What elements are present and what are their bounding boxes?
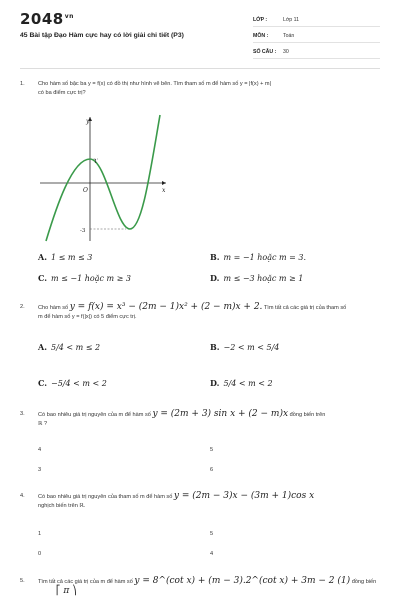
text-fragment: Tìm tất cả các giá trị của tham số — [263, 305, 347, 311]
option-letter: A. — [38, 342, 47, 352]
option-text: 5/4 < m < 2 — [223, 379, 273, 388]
question-text-line — [38, 303, 380, 313]
option-d[interactable]: 6 — [210, 467, 214, 473]
option-a[interactable] — [38, 252, 92, 262]
meta-key: SỐ CÂU : — [253, 49, 277, 55]
option-b[interactable]: 5 — [210, 531, 214, 537]
option-letter: A. — [38, 252, 47, 262]
text-fragment: đồng biến — [351, 579, 377, 585]
question-number: 4. — [20, 493, 25, 499]
question-2 — [20, 303, 380, 333]
question-5 — [20, 577, 380, 599]
option-b[interactable]: 5 — [210, 447, 214, 453]
text-fragment: Có bao nhiêu giá trị nguyên của tham số m để hàm số — [38, 494, 173, 500]
question-stem — [38, 410, 380, 428]
option-b[interactable] — [210, 342, 279, 352]
question-number: 5. — [20, 578, 25, 584]
option-d[interactable] — [210, 273, 303, 283]
math-formula: y = (2m + 3) sin x + (2 − m)x — [152, 409, 289, 419]
option-a[interactable]: 1 — [38, 531, 42, 537]
question-stem — [38, 80, 380, 97]
question-4 — [20, 492, 380, 516]
meta-row-subject — [253, 30, 380, 43]
option-a[interactable] — [38, 342, 100, 352]
question-number: 2. — [20, 304, 25, 310]
math-formula: y = 8^(cot x) + (m − 3).2^(cot x) + 3m − 2 (1) — [134, 576, 351, 586]
text-fragment: Cho hàm số — [38, 305, 69, 311]
meta-value: Toán — [283, 33, 295, 39]
option-c[interactable] — [38, 378, 107, 388]
question-text-line: Cho hàm số bậc ba y = f(x) có đồ thị như hình vẽ bên. Tìm tham số m để hàm số y = |f(x) + m| — [38, 81, 272, 87]
cubic-function-graph — [38, 113, 168, 245]
curve-line — [46, 115, 160, 241]
page-title: 45 Bài tập Đạo Hàm cực hay có lời giải chi tiết (P3) — [20, 32, 184, 39]
option-b[interactable] — [210, 252, 306, 262]
tick-label-1: 1 — [94, 159, 98, 165]
option-text: 1 ≤ m ≤ 3 — [51, 253, 93, 262]
text-fragment: Tìm tất cả các giá trị của m để hàm số — [38, 579, 133, 585]
option-letter: D. — [210, 273, 220, 283]
question-stem — [38, 577, 380, 595]
option-text: −2 < m < 5/4 — [223, 343, 280, 352]
logo-text: 2048 — [20, 10, 64, 28]
question-text-line: m để hàm số y = f(|x|) có 5 điểm cực trị. — [38, 313, 137, 320]
x-axis-arrow — [162, 181, 166, 185]
page-header — [0, 0, 400, 62]
question-number: 3. — [20, 411, 25, 417]
x-label: x — [162, 187, 166, 194]
question-text-line — [38, 492, 380, 502]
option-c[interactable]: 3 — [38, 467, 42, 473]
header-divider — [20, 68, 380, 69]
question-text-line — [38, 577, 380, 587]
option-text: −5/4 < m < 2 — [51, 379, 107, 388]
option-a[interactable]: 4 — [38, 447, 42, 453]
math-formula: ⎡ π ⎞ — [56, 585, 77, 596]
meta-key: LỚP : — [253, 17, 268, 23]
meta-value: 30 — [283, 49, 289, 55]
question-stem — [38, 303, 380, 321]
option-text: m ≤ −1 hoặc m ≥ 3 — [51, 274, 131, 283]
option-d[interactable]: 4 — [210, 551, 214, 557]
y-label: y — [86, 118, 90, 125]
tick-label-minus-3: -3 — [80, 228, 86, 234]
question-text-line — [38, 410, 380, 420]
question-stem — [38, 492, 380, 510]
option-c[interactable] — [38, 273, 131, 283]
question-3 — [20, 410, 380, 434]
option-c[interactable]: 0 — [38, 551, 42, 557]
text-fragment: đồng biến trên — [289, 412, 326, 418]
text-fragment: Có bao nhiêu giá trị nguyên của m để hàm số — [38, 412, 151, 418]
option-letter: B. — [210, 342, 220, 352]
origin-label: O — [83, 187, 88, 194]
question-text-line: có ba điểm cực trị? — [38, 89, 86, 96]
question-text-line: nghịch biến trên ℝ. — [38, 502, 86, 509]
option-letter: C. — [38, 378, 48, 388]
meta-key: MÔN : — [253, 33, 269, 39]
logo-suffix: vn — [64, 13, 74, 20]
meta-row-count — [253, 46, 380, 59]
option-text: m ≤ −3 hoặc m ≥ 1 — [223, 274, 304, 283]
option-text: 5/4 < m ≤ 2 — [51, 343, 101, 352]
option-letter: D. — [210, 378, 220, 388]
option-letter: B. — [210, 252, 220, 262]
option-letter: C. — [38, 273, 48, 283]
math-formula: y = f(x) = x³ − (2m − 1)x² + (2 − m)x + 2. — [69, 302, 263, 312]
site-logo[interactable] — [20, 10, 74, 28]
meta-value: Lớp 11 — [283, 17, 299, 23]
meta-row-class — [253, 14, 380, 27]
question-number: 1. — [20, 81, 25, 87]
meta-table — [253, 14, 380, 62]
math-formula: y = (2m − 3)x − (3m + 1)cos x — [173, 491, 315, 501]
question-text-line: ℝ ? — [38, 420, 48, 427]
option-text: m = −1 hoặc m = 3. — [223, 253, 307, 262]
option-d[interactable] — [210, 378, 273, 388]
